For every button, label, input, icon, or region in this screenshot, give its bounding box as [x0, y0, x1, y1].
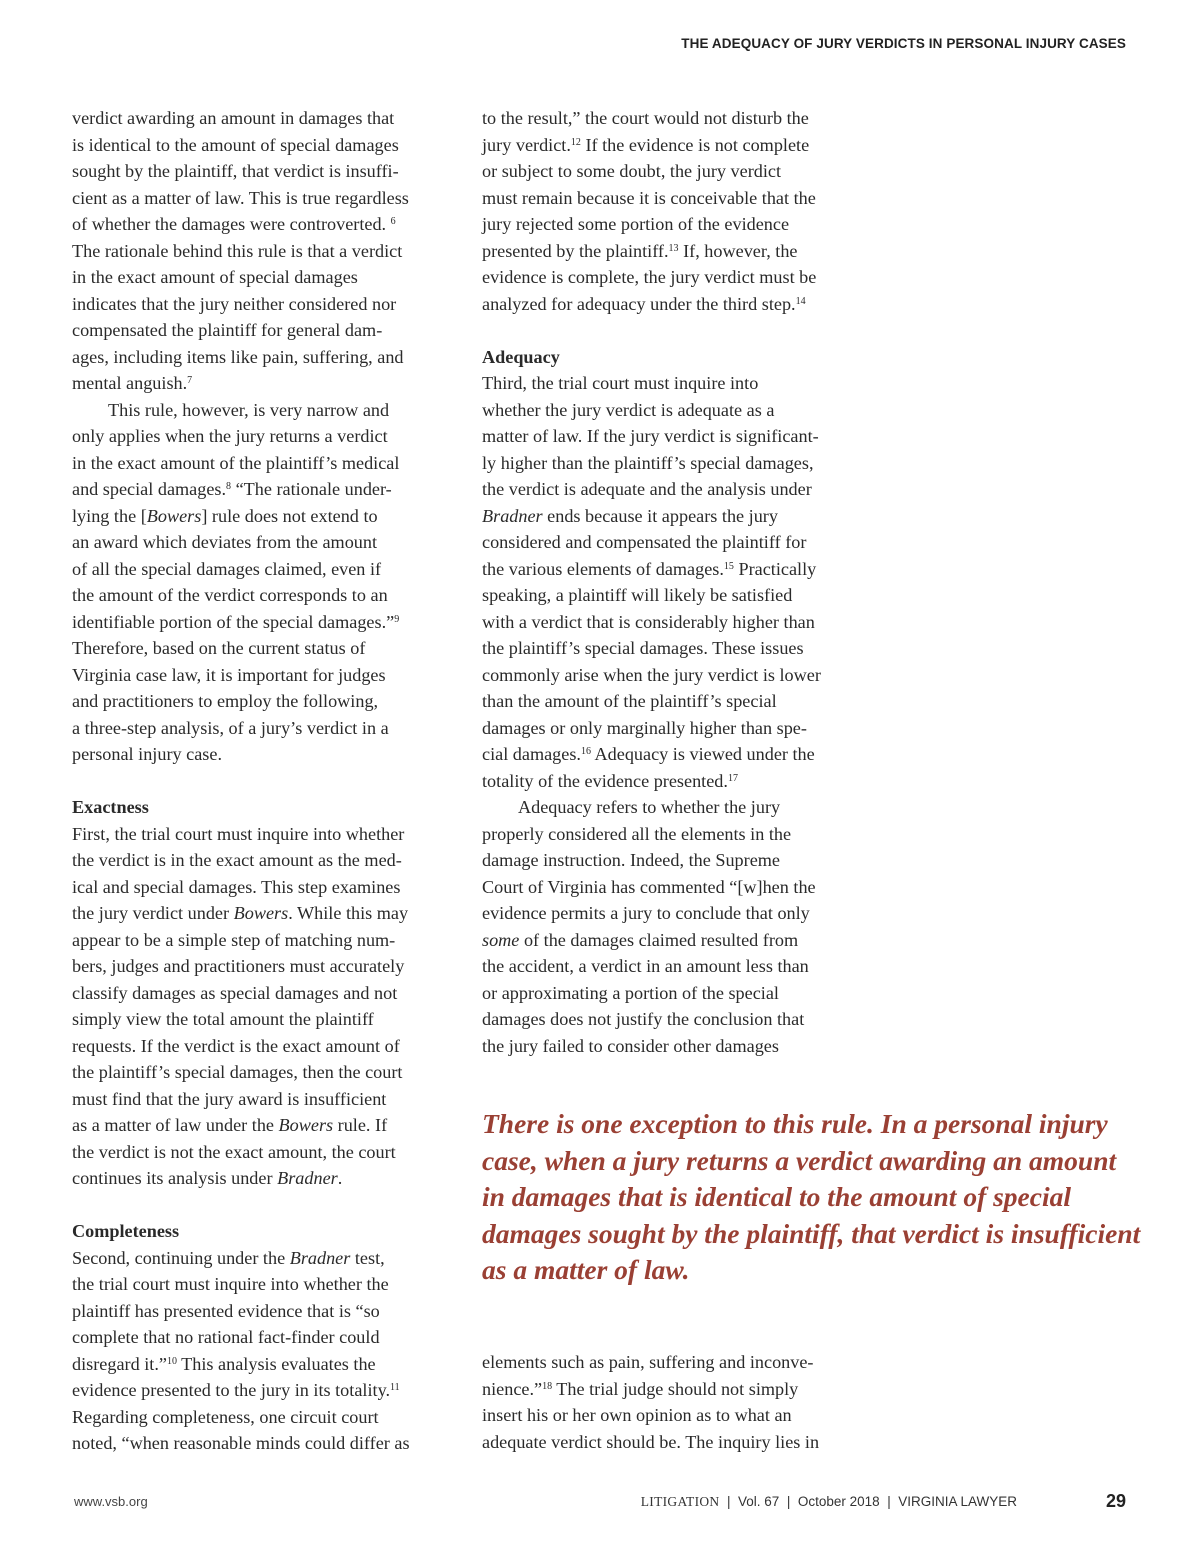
text-line: Court of Virginia has commented “[w]hen the	[482, 876, 816, 897]
text-line: of whether the damages were controverted. $^6$	[72, 214, 396, 234]
text-line: jury verdict.$^{12}$ If the evidence is not complete	[482, 134, 810, 155]
text-line: the amount of the verdict corresponds to an	[72, 585, 388, 605]
text-line: nience.”$^{18}$ The trial judge should not simply	[482, 1378, 799, 1399]
text-line: evidence is complete, the jury verdict must be	[482, 267, 817, 287]
footer-website: www.vsb.org	[74, 1494, 148, 1509]
text-line: than the amount of the plaintiff’s special	[482, 691, 777, 711]
text-line: ical and special damages. This step examines	[72, 876, 401, 897]
text-line: considered and compensated the plaintiff for	[482, 532, 807, 552]
text-line: of all the special damages claimed, even if	[72, 558, 382, 579]
pull-quote-line: in damages that is identical to the amount of special	[482, 1181, 1071, 1212]
text-line: jury rejected some portion of the evidence	[482, 214, 790, 234]
text-line: cial damages.$^{16}$ Adequacy is viewed under the	[482, 744, 815, 764]
pull-quote-line: case, when a jury returns a verdict awarding an amount	[482, 1144, 1117, 1176]
page-number: 29	[1105, 1491, 1126, 1511]
pull-quote-line: as a matter of law.	[482, 1254, 690, 1285]
footnote-ref: 6	[390, 216, 396, 227]
left-column	[72, 105, 450, 1457]
text-line: elements such as pain, suffering and inconve-	[482, 1352, 814, 1372]
pull-quote	[482, 1106, 1142, 1289]
text-line: Adequacy refers to whether the jury	[518, 797, 781, 817]
text-line: ly higher than the plaintiff’s special damages,	[482, 452, 814, 473]
text-line: adequate verdict should be. The inquiry lies in	[482, 1431, 820, 1452]
text-line: to the result,” the court would not disturb the	[482, 108, 809, 128]
text-line: in the exact amount of special damages	[72, 267, 358, 287]
text-line: with a verdict that is considerably higher than	[482, 611, 815, 632]
text-line: the jury failed to consider other damages	[482, 1035, 779, 1056]
text-line: evidence permits a jury to conclude that only	[482, 903, 810, 923]
text-line: properly considered all the elements in the	[482, 823, 792, 844]
footer-section: LITIGATION	[640, 1494, 720, 1509]
text-line: damage instruction. Indeed, the Supreme	[482, 850, 780, 870]
text-line: an award which deviates from the amount	[72, 532, 378, 552]
text-line: sought by the plaintiff, that verdict is insuffi-	[72, 161, 399, 181]
text-line: personal injury case.	[72, 744, 222, 764]
text-line: must find that the jury award is insufficient	[72, 1088, 387, 1109]
text-line: the plaintiff’s special damages. These issues	[482, 638, 804, 658]
text-line: matter of law. If the jury verdict is significant-	[482, 426, 819, 446]
text-line: the verdict is not the exact amount, the court	[72, 1141, 396, 1162]
text-line: indicates that the jury neither considered nor	[72, 293, 397, 314]
text-line: damages or only marginally higher than spe-	[482, 717, 807, 738]
text-line: simply view the total amount the plaintiff	[72, 1009, 374, 1029]
text-line: only applies when the jury returns a verdict	[72, 426, 388, 446]
text-line: the plaintiff’s special damages, then the court	[72, 1062, 403, 1082]
text-line: The rationale behind this rule is that a verdict	[72, 240, 403, 261]
text-line: some of the damages claimed resulted from	[482, 929, 799, 950]
text-line: lying the [Bowers] rule does not extend to	[72, 505, 378, 526]
text-line: the accident, a verdict in an amount less than	[482, 956, 809, 976]
text-line: commonly arise when the jury verdict is lower	[482, 664, 821, 685]
running-header: THE ADEQUACY OF JURY VERDICTS IN PERSONAL INJURY CASES	[681, 36, 1126, 51]
footnote-ref: 9	[394, 613, 400, 625]
footnote-ref: 17	[727, 772, 738, 784]
text-line: the trial court must inquire into whether the	[72, 1274, 389, 1294]
text-line: totality of the evidence presented.$^{17}$	[482, 770, 738, 791]
text-line: ages, including items like pain, suffering, and	[72, 346, 404, 367]
text-line: Therefore, based on the current status of	[72, 638, 366, 658]
text-line: verdict awarding an amount in damages that	[72, 108, 395, 128]
footnote-ref: 13	[668, 242, 679, 254]
text-line: whether the jury verdict is adequate as a	[482, 399, 775, 420]
footnote-ref: 16	[580, 746, 591, 757]
text-line: presented by the plaintiff.$^{13}$ If, however, the	[482, 240, 798, 261]
text-line: First, the trial court must inquire into whether	[72, 823, 405, 844]
text-line: and special damages.$^8$ “The rationale under-	[72, 479, 392, 499]
text-line: identifiable portion of the special damages.”$^9$	[72, 611, 400, 632]
footnote-ref: 18	[542, 1380, 553, 1392]
section-heading-exactness: Exactness	[72, 797, 149, 817]
text-line: must remain because it is conceivable that the	[482, 187, 816, 208]
text-line: is identical to the amount of special damages	[72, 134, 399, 155]
text-line: as a matter of law under the Bowers rule. If	[72, 1115, 388, 1135]
text-line: requests. If the verdict is the exact amount of	[72, 1035, 400, 1056]
text-line: This rule, however, is very narrow and	[108, 399, 390, 420]
text-line: continues its analysis under Bradner.	[72, 1168, 343, 1188]
right-column-top	[482, 105, 860, 1059]
text-line: Regarding completeness, one circuit court	[72, 1406, 379, 1427]
text-line: compensated the plaintiff for general dam-	[72, 320, 383, 340]
text-line: damages does not justify the conclusion that	[482, 1009, 805, 1029]
footer-date: October 2018	[797, 1494, 880, 1509]
text-line: and practitioners to employ the following,	[72, 691, 379, 711]
text-line: noted, “when reasonable minds could differ as	[72, 1433, 410, 1453]
text-line: mental anguish.$^7$	[72, 373, 193, 393]
text-line: evidence presented to the jury in its totality.$^{11}$	[72, 1380, 400, 1400]
text-line: Second, continuing under the Bradner test,	[72, 1247, 385, 1268]
footer-volume: Vol. 67	[738, 1494, 780, 1509]
text-line: the various elements of damages.$^{15}$ Practically	[482, 558, 817, 579]
text-line: speaking, a plaintiff will likely be satisfied	[482, 585, 793, 605]
text-line: cient as a matter of law. This is true regardless	[72, 187, 409, 208]
section-heading-completeness: Completeness	[72, 1221, 180, 1241]
pull-quote-line: There is one exception to this rule. In a personal injury	[482, 1108, 1108, 1139]
text-line: in the exact amount of the plaintiff’s medical	[72, 452, 400, 473]
text-line: or subject to some doubt, the jury verdict	[482, 161, 782, 181]
text-line: Bradner ends because it appears the jury	[482, 505, 778, 526]
text-line: complete that no rational fact-finder could	[72, 1327, 380, 1347]
text-line: Virginia case law, it is important for judges	[72, 664, 386, 685]
text-line: the verdict is in the exact amount as the med-	[72, 850, 402, 870]
footnote-ref: 15	[723, 560, 734, 572]
text-line: appear to be a simple step of matching num-	[72, 929, 396, 950]
text-line: analyzed for adequacy under the third step.$^{14}$	[482, 293, 806, 314]
footnote-ref: 14	[795, 295, 806, 307]
text-line: a three-step analysis, of a jury’s verdict in a	[72, 717, 389, 738]
footnote-ref: 10	[166, 1355, 177, 1367]
footnote-ref: 8	[226, 481, 232, 492]
footnote-ref: 7	[187, 375, 193, 386]
text-line: the verdict is adequate and the analysis under	[482, 479, 812, 499]
footnote-ref: 12	[570, 136, 581, 148]
section-heading-adequacy: Adequacy	[482, 346, 560, 367]
text-line: or approximating a portion of the special	[482, 982, 779, 1003]
text-line: insert his or her own opinion as to what an	[482, 1405, 792, 1425]
text-line: the jury verdict under Bowers. While this may	[72, 903, 409, 923]
text-line: bers, judges and practitioners must accurately	[72, 956, 405, 976]
right-column-bottom	[482, 1349, 860, 1455]
footer-publication-info: LITIGATION | Vol. 67 | October 2018 | VIRGINIA LAWYER	[640, 1494, 1017, 1509]
text-line: Third, the trial court must inquire into	[482, 373, 759, 393]
text-line: disregard it.”$^{10}$ This analysis evaluates the	[72, 1353, 376, 1374]
footer-publication: VIRGINIA LAWYER	[898, 1494, 1017, 1509]
footnote-ref: 11	[390, 1382, 400, 1393]
text-line: plaintiff has presented evidence that is “so	[72, 1300, 380, 1321]
text-line: classify damages as special damages and not	[72, 982, 398, 1003]
pull-quote-line: damages sought by the plaintiff, that verdict is insufficient	[482, 1217, 1141, 1249]
